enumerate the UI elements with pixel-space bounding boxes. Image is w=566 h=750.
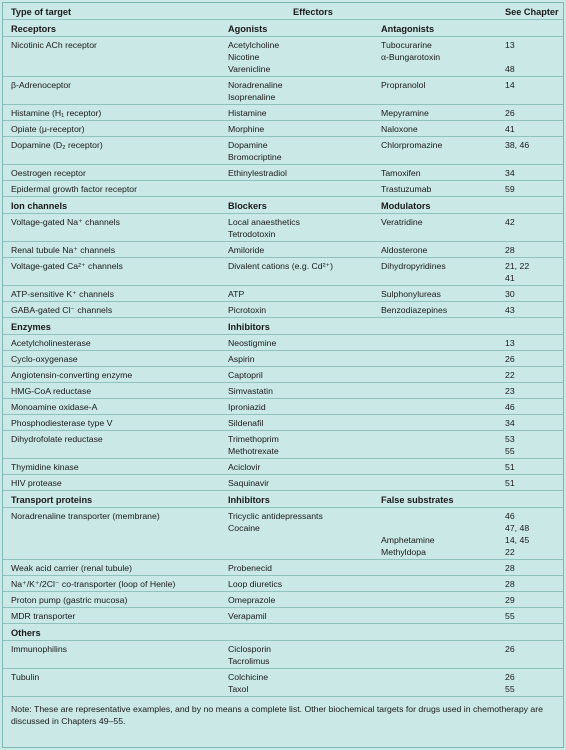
section-column-b-heading: Modulators: [381, 201, 431, 211]
chapter-cell: 38, 46: [505, 140, 530, 150]
target-cell: Angiotensin-converting enzyme: [11, 370, 133, 380]
effector-b-cell: Tubocurarine: [381, 40, 432, 50]
effector-cell: Bromocriptine: [228, 152, 282, 162]
effector-cell: Captopril: [228, 370, 263, 380]
target-cell: Voltage-gated Ca²⁺ channels: [11, 261, 123, 271]
chapter-cell: 47, 48: [505, 523, 530, 533]
target-cell: Opiate (μ-receptor): [11, 124, 85, 134]
effector-cell: Acetylcholine: [228, 40, 280, 50]
effector-cell: Varenicline: [228, 64, 271, 74]
chapter-cell: 55: [505, 684, 515, 694]
table-note: Note: These are representative examples, and by no means a complete list. Other biochemical targets for drugs used in chemotherapy are discussed in Chapters 49–55.: [11, 704, 543, 726]
effector-b-cell: Amphetamine: [381, 535, 435, 545]
target-cell: Histamine (H₁ receptor): [11, 108, 102, 118]
table-row: [3, 137, 563, 165]
target-cell: Phosphodiesterase type V: [11, 418, 113, 428]
chapter-cell: 30: [505, 289, 515, 299]
effector-cell: Ethinylestradiol: [228, 168, 287, 178]
section-title: Enzymes: [11, 322, 51, 332]
target-cell: Voltage-gated Na⁺ channels: [11, 217, 120, 227]
chapter-cell: 46: [505, 511, 515, 521]
effector-b-cell: Aldosterone: [381, 245, 428, 255]
effector-b-cell: Propranolol: [381, 80, 426, 90]
chapter-cell: 28: [505, 245, 515, 255]
table-row: [3, 576, 563, 592]
target-cell: HMG-CoA reductase: [11, 386, 92, 396]
chapter-cell: 41: [505, 273, 515, 283]
effector-cell: Neostigmine: [228, 338, 277, 348]
chapter-cell: 55: [505, 446, 515, 456]
table-row: [3, 105, 563, 121]
header-see-chapter: See Chapter: [505, 7, 559, 17]
target-cell: GABA-gated Cl⁻ channels: [11, 305, 113, 315]
table-row: [3, 608, 563, 624]
target-cell: Immunophilins: [11, 644, 68, 654]
effector-cell: Omeprazole: [228, 595, 276, 605]
effector-cell: Picrotoxin: [228, 305, 267, 315]
chapter-cell: 26: [505, 644, 515, 654]
chapter-cell: 51: [505, 462, 515, 472]
chapter-cell: 46: [505, 402, 515, 412]
table-row: [3, 669, 563, 697]
table-row: [3, 367, 563, 383]
table-row: [3, 37, 563, 77]
effector-b-cell: Chlorpromazine: [381, 140, 443, 150]
chapter-cell: 14: [505, 80, 515, 90]
section-title: Ion channels: [11, 201, 68, 211]
chapter-cell: 21, 22: [505, 261, 530, 271]
chapter-cell: 53: [505, 434, 515, 444]
effector-cell: Simvastatin: [228, 386, 273, 396]
table-row: [3, 641, 563, 669]
chapter-cell: 43: [505, 305, 515, 315]
table-row: [3, 335, 563, 351]
section-title: Transport proteins: [11, 495, 93, 505]
effector-cell: Saquinavir: [228, 478, 270, 488]
chapter-cell: 34: [505, 168, 515, 178]
section-column-b-heading: Antagonists: [381, 24, 435, 34]
effector-cell: Aciclovir: [228, 462, 261, 472]
target-cell: MDR transporter: [11, 611, 76, 621]
section-header: [3, 20, 563, 37]
table-row: [3, 302, 563, 318]
chapter-cell: 42: [505, 217, 515, 227]
effector-cell: Taxol: [228, 684, 249, 694]
table-row: [3, 383, 563, 399]
chapter-cell: 51: [505, 478, 515, 488]
section-column-a-heading: Inhibitors: [228, 495, 270, 505]
table-row: [3, 431, 563, 459]
chapter-cell: 34: [505, 418, 515, 428]
target-cell: Weak acid carrier (renal tubule): [11, 563, 133, 573]
target-cell: HIV protease: [11, 478, 62, 488]
target-cell: Cyclo-oxygenase: [11, 354, 78, 364]
effector-cell: Tetrodotoxin: [228, 229, 276, 239]
target-cell: Epidermal growth factor receptor: [11, 184, 138, 194]
effector-cell: Sildenafil: [228, 418, 264, 428]
section-title: Receptors: [11, 24, 56, 34]
table-row: [3, 399, 563, 415]
effector-cell: Histamine: [228, 108, 267, 118]
target-cell: Dihydrofolate reductase: [11, 434, 103, 444]
effector-cell: Cocaine: [228, 523, 260, 533]
effector-b-cell: Trastuzumab: [381, 184, 432, 194]
effector-cell: Tacrolimus: [228, 656, 270, 666]
chapter-cell: 14, 45: [505, 535, 530, 545]
target-cell: Tubulin: [11, 672, 40, 682]
chapter-cell: 29: [505, 595, 515, 605]
effector-cell: Iproniazid: [228, 402, 266, 412]
target-cell: Thymidine kinase: [11, 462, 79, 472]
table-row: [3, 77, 563, 105]
drug-targets-table: [2, 2, 564, 748]
target-cell: Proton pump (gastric mucosa): [11, 595, 128, 605]
table-row: [3, 560, 563, 576]
section-header: [3, 491, 563, 508]
target-cell: Na⁺/K⁺/2Cl⁻ co-transporter (loop of Henle): [11, 579, 176, 589]
table-row: [3, 165, 563, 181]
table-row: [3, 258, 563, 286]
effector-cell: Verapamil: [228, 611, 267, 621]
effector-b-cell: Benzodiazepines: [381, 305, 448, 315]
chapter-cell: 48: [505, 64, 515, 74]
table-row: [3, 508, 563, 560]
target-cell: Acetylcholinesterase: [11, 338, 91, 348]
effector-cell: Tricyclic antidepressants: [228, 511, 323, 521]
section-column-a-heading: Agonists: [228, 24, 268, 34]
effector-cell: Morphine: [228, 124, 265, 134]
chapter-cell: 55: [505, 611, 515, 621]
target-cell: ATP-sensitive K⁺ channels: [11, 289, 114, 299]
chapter-cell: 26: [505, 672, 515, 682]
effector-cell: Noradrenaline: [228, 80, 283, 90]
effector-cell: ATP: [228, 289, 245, 299]
table-row: [3, 242, 563, 258]
table-row: [3, 286, 563, 302]
effector-cell: Amiloride: [228, 245, 265, 255]
target-cell: Nicotinic ACh receptor: [11, 40, 97, 50]
chapter-cell: 22: [505, 547, 515, 557]
target-cell: Monoamine oxidase-A: [11, 402, 98, 412]
section-header: [3, 624, 563, 641]
effector-b-cell: Mepyramine: [381, 108, 429, 118]
header-effectors: Effectors: [293, 7, 333, 17]
chapter-cell: 13: [505, 40, 515, 50]
effector-cell: Isoprenaline: [228, 92, 276, 102]
target-cell: Noradrenaline transporter (membrane): [11, 511, 160, 521]
effector-cell: Divalent cations (e.g. Cd²⁺): [228, 261, 334, 271]
table-row: [3, 475, 563, 491]
target-cell: β-Adrenoceptor: [11, 80, 72, 90]
effector-cell: Dopamine: [228, 140, 268, 150]
chapter-cell: 59: [505, 184, 515, 194]
chapter-cell: 13: [505, 338, 515, 348]
chapter-cell: 28: [505, 563, 515, 573]
target-cell: Oestrogen receptor: [11, 168, 86, 178]
section-column-a-heading: Blockers: [228, 201, 267, 211]
section-title: Others: [11, 628, 41, 638]
chapter-cell: 41: [505, 124, 515, 134]
section-column-a-heading: Inhibitors: [228, 322, 270, 332]
table-row: [3, 214, 563, 242]
chapter-cell: 28: [505, 579, 515, 589]
effector-b-cell: Methyldopa: [381, 547, 426, 557]
chapter-cell: 26: [505, 354, 515, 364]
section-header: [3, 318, 563, 335]
chapter-cell: 23: [505, 386, 515, 396]
effector-cell: Trimethoprim: [228, 434, 279, 444]
effector-cell: Colchicine: [228, 672, 269, 682]
table-row: [3, 415, 563, 431]
effector-b-cell: α-Bungarotoxin: [381, 52, 441, 62]
chapter-cell: 26: [505, 108, 515, 118]
table-row: [3, 181, 563, 197]
effector-b-cell: Naloxone: [381, 124, 418, 134]
section-header: [3, 197, 563, 214]
table-row: [3, 351, 563, 367]
effector-cell: Nicotine: [228, 52, 260, 62]
target-cell: Renal tubule Na⁺ channels: [11, 245, 116, 255]
effector-cell: Local anaesthetics: [228, 217, 300, 227]
effector-b-cell: Veratridine: [381, 217, 423, 227]
effector-b-cell: Dihydropyridines: [381, 261, 446, 271]
table-header: [3, 3, 563, 20]
effector-cell: Probenecid: [228, 563, 272, 573]
effector-cell: Loop diuretics: [228, 579, 283, 589]
effector-b-cell: Sulphonylureas: [381, 289, 441, 299]
section-column-b-heading: False substrates: [381, 495, 454, 505]
effector-cell: Ciclosporin: [228, 644, 271, 654]
target-cell: Dopamine (D₂ receptor): [11, 140, 103, 150]
chapter-cell: 22: [505, 370, 515, 380]
table-row: [3, 459, 563, 475]
effector-b-cell: Tamoxifen: [381, 168, 421, 178]
effector-cell: Aspirin: [228, 354, 255, 364]
header-type-of-target: Type of target: [11, 7, 72, 17]
table-row: [3, 121, 563, 137]
table-row: [3, 592, 563, 608]
effector-cell: Methotrexate: [228, 446, 279, 456]
